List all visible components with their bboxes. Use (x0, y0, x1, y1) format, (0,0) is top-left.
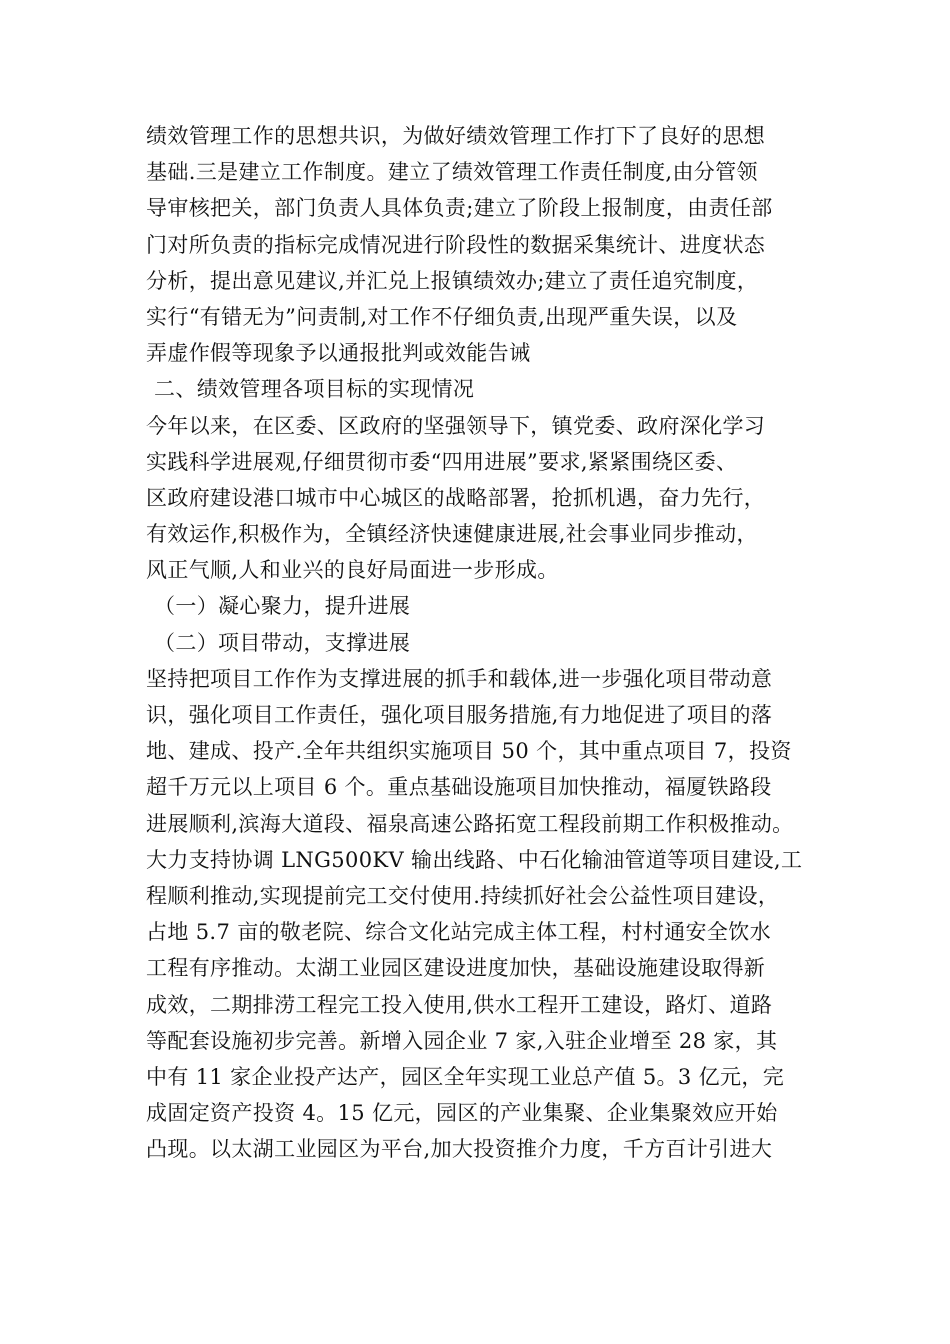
body-text-line: 实践科学进展观,仔细贯彻市委“四用进展”要求,紧紧围绕区委、 (146, 449, 738, 474)
body-text-line: 区政府建设港口城市中心城区的战略部署，抢抓机遇，奋力先行， (146, 485, 766, 510)
body-text-line: 程顺利推动,实现提前完工交付使用.持续抓好社会公益性项目建设， (146, 883, 780, 908)
body-text-line: 进展顺利,滨海大道段、福泉高速公路拓宽工程段前期工作积极推动。 (146, 811, 794, 836)
body-text-line: 占地 5.7 亩的敬老院、综合文化站完成主体工程，村村通安全饮水 (146, 920, 771, 945)
body-text-line: 凸现。以太湖工业园区为平台,加大投资推介力度，千方百计引进大 (146, 1137, 773, 1162)
body-text-line: 基础.三是建立工作制度。建立了绩效管理工作责任制度,由分管领 (146, 160, 758, 185)
subsection-heading: （二）项目带动，支撑进展 (154, 630, 411, 655)
body-text-line: 坚持把项目工作作为支撑进展的抓手和载体,进一步强化项目带动意 (146, 666, 773, 691)
body-text-line: 实行“有错无为”问责制,对工作不仔细负责,出现严重失误，以及 (146, 304, 738, 329)
section-heading: 二、绩效管理各项目标的实现情况 (154, 377, 475, 402)
body-text-line: 大力支持协调 LNG500KV 输出线路、中石化输油管道等项目建设,工 (146, 847, 803, 872)
body-text-line: 中有 11 家企业投产达产，园区全年实现工业总产值 5。3 亿元，完 (146, 1064, 785, 1089)
body-text-line: 工程有序推动。太湖工业园区建设进度加快，基础设施建设取得新 (146, 956, 766, 981)
body-text-line: 绩效管理工作的思想共识，为做好绩效管理工作打下了良好的思想 (146, 124, 766, 148)
subsection-heading: （一）凝心聚力，提升进展 (154, 594, 411, 619)
body-text-line: 超千万元以上项目 6 个。重点基础设施项目加快推动，福厦铁路段 (146, 775, 772, 800)
document-page (146, 118, 826, 1167)
body-text-line: 成效，二期排涝工程完工投入使用,供水工程开工建设，路灯、道路 (146, 992, 773, 1017)
body-text-line: 导审核把关，部门负责人具体负责;建立了阶段上报制度，由责任部 (146, 196, 773, 221)
body-text-line: 今年以来，在区委、区政府的坚强领导下，镇党委、政府深化学习 (146, 413, 766, 438)
body-text-line: 分析，提出意见建议,并汇兑上报镇绩效办;建立了责任追究制度， (146, 268, 759, 293)
body-text-line: 门对所负责的指标完成情况进行阶段性的数据采集统计、进度状态 (146, 232, 766, 257)
body-text-line: 地、建成、投产.全年共组织实施项目 50 个，其中重点项目 7，投资 (146, 739, 792, 764)
body-text-line: 等配套设施初步完善。新增入园企业 7 家,入驻企业增至 28 家，其 (146, 1028, 778, 1053)
body-text-line: 风正气顺,人和业兴的良好局面进一步形成。 (146, 558, 559, 583)
body-text-line: 弄虚作假等现象予以通报批判或效能告诫 (146, 341, 531, 366)
body-text-line: 有效运作,积极作为，全镇经济快速健康进展,社会事业同步推动， (146, 522, 758, 547)
body-text-line: 识，强化项目工作责任，强化项目服务措施,有力地促进了项目的落 (146, 703, 773, 727)
body-text-line: 成固定资产投资 4。15 亿元，园区的产业集聚、企业集聚效应开始 (146, 1101, 778, 1126)
